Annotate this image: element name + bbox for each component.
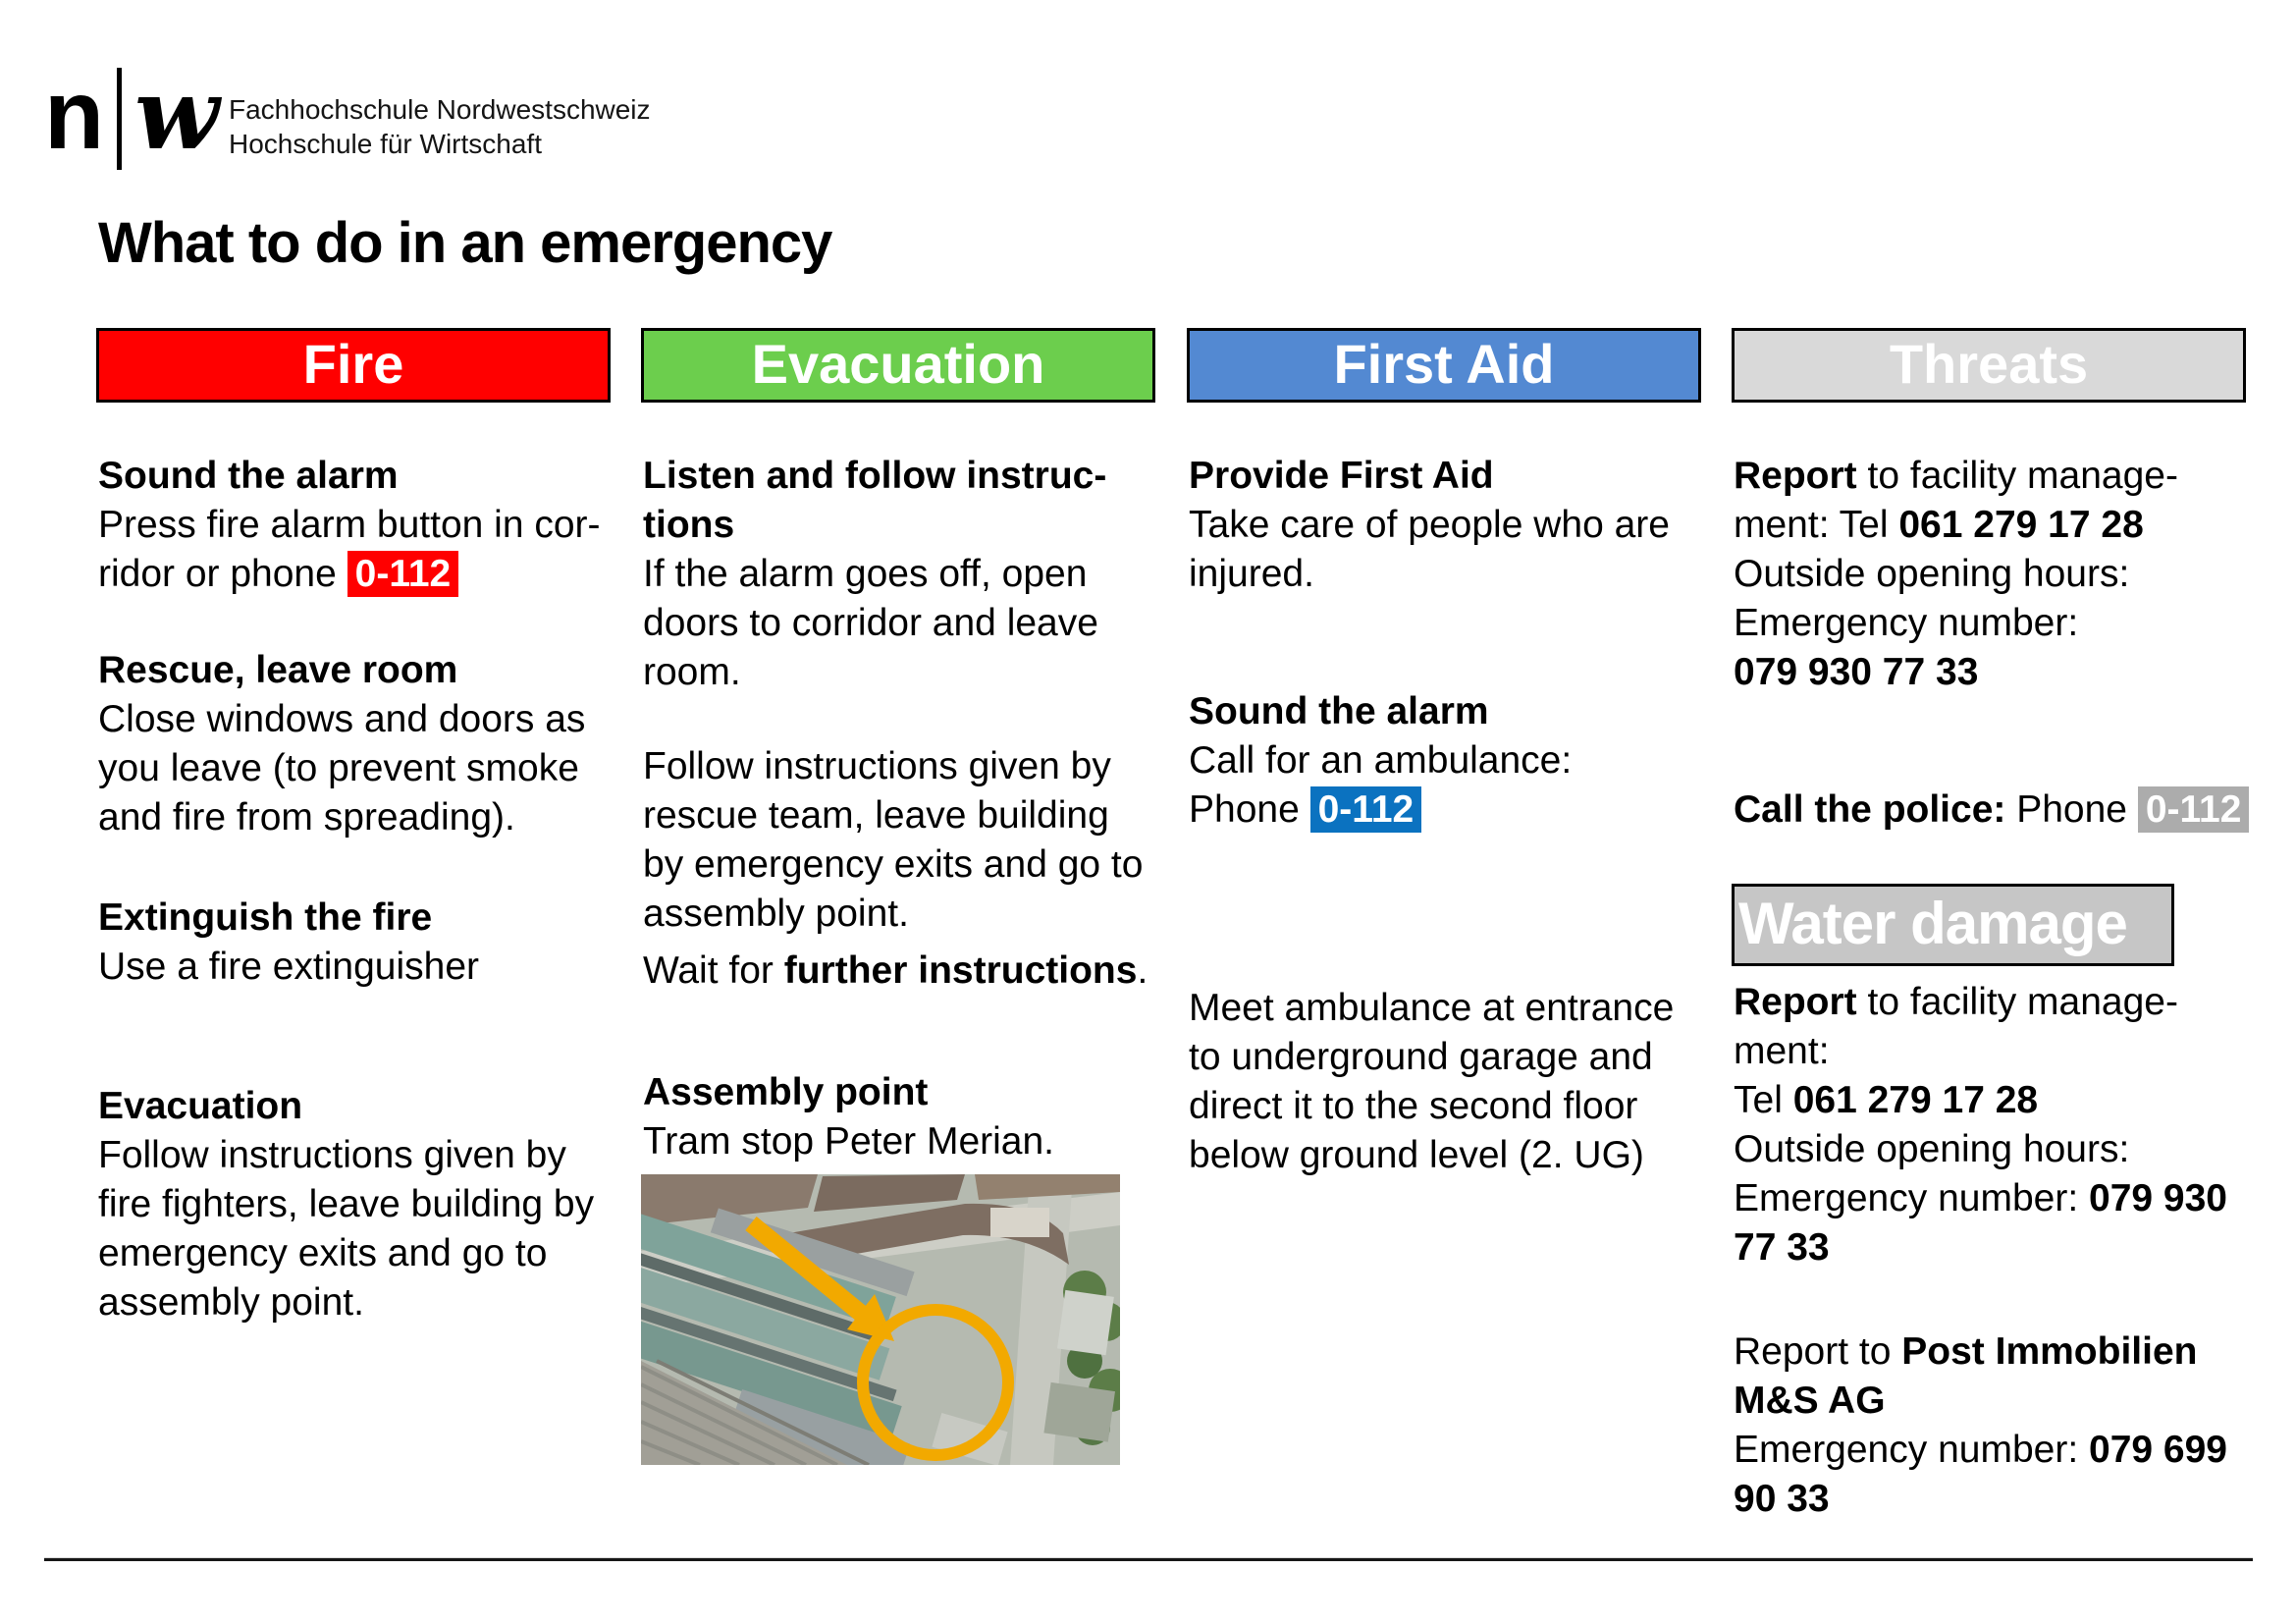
- text-line: [1734, 599, 2178, 648]
- fire-text-block: [98, 893, 479, 992]
- logo-org-line1: Fachhochschule Nordwestschweiz: [229, 94, 651, 125]
- text-segment: doors to corridor and leave: [643, 602, 1098, 644]
- text-line: [98, 646, 585, 695]
- text-segment: 77 33: [1734, 1226, 1830, 1269]
- text-line: [1734, 785, 2249, 835]
- text-segment: Emergency number:: [1734, 1429, 2089, 1471]
- column-threats: [1732, 0, 2246, 1624]
- text-line: [1734, 978, 2227, 1027]
- threats-text-block: [1734, 785, 2249, 835]
- text-line: [1734, 501, 2178, 550]
- text-segment: injured.: [1189, 553, 1314, 595]
- text-segment: Follow instructions given by: [98, 1134, 566, 1176]
- text-segment: Close windows and doors as: [98, 698, 586, 740]
- text-segment: Meet ambulance at entrance: [1189, 987, 1675, 1029]
- text-line: [643, 452, 1106, 501]
- text-line: [98, 1131, 594, 1180]
- text-segment: room.: [643, 651, 741, 693]
- text-segment: to facility manage-: [1856, 455, 2178, 497]
- text-line: [1734, 452, 2178, 501]
- text-segment: ridor or phone: [98, 553, 347, 595]
- text-segment: Call the police:: [1734, 788, 2006, 831]
- text-line: [98, 1278, 594, 1327]
- text-segment: Tel: [1734, 1079, 1793, 1121]
- evacuation-header: Evacuation: [641, 328, 1155, 403]
- text-line: [98, 1180, 594, 1229]
- text-line: [1734, 1426, 2227, 1475]
- assembly-point-photo: [641, 1174, 1120, 1465]
- text-segment: Tram stop Peter Merian.: [643, 1120, 1055, 1163]
- text-line: [98, 744, 585, 793]
- logo-org-line2: Hochschule für Wirtschaft: [229, 129, 542, 159]
- text-line: [1734, 1223, 2227, 1272]
- text-line: [643, 791, 1143, 840]
- text-line: [1189, 501, 1670, 550]
- text-segment: below ground level (2. UG): [1189, 1134, 1644, 1176]
- text-segment: tions: [643, 504, 735, 546]
- text-line: [98, 550, 601, 599]
- text-line: [643, 742, 1143, 791]
- text-segment: Wait for: [643, 949, 784, 992]
- text-segment: 079 930: [2089, 1177, 2227, 1219]
- text-line: [1734, 648, 2178, 697]
- text-line: [1734, 1076, 2227, 1125]
- text-segment: fire fighters, leave building by: [98, 1183, 595, 1225]
- text-line: [1734, 550, 2178, 599]
- text-line: [643, 840, 1143, 890]
- text-segment: Post Immobilien: [1901, 1330, 2198, 1373]
- text-line: [643, 550, 1106, 599]
- text-segment: Outside opening hours:: [1734, 553, 2130, 595]
- text-segment: Provide First Aid: [1189, 455, 1494, 497]
- evacuation-text-block: [643, 452, 1106, 697]
- text-segment: Report: [1734, 455, 1857, 497]
- text-line: [1189, 1082, 1674, 1131]
- text-line: [98, 893, 479, 943]
- text-segment: If the alarm goes off, open: [643, 553, 1088, 595]
- text-line: [1734, 1327, 2227, 1377]
- text-line: [1189, 687, 1572, 736]
- text-segment: Outside opening hours:: [1734, 1128, 2130, 1170]
- threats-text-block: [1734, 452, 2178, 697]
- fire-text-block: [98, 452, 601, 599]
- first-aid-text-block: [1189, 452, 1670, 599]
- text-segment: Emergency number:: [1734, 1177, 2089, 1219]
- text-line: [1189, 452, 1670, 501]
- text-line: [1734, 1125, 2227, 1174]
- text-line: [1734, 1377, 2227, 1426]
- text-segment: Sound the alarm: [1189, 690, 1489, 732]
- text-segment: assembly point.: [643, 893, 909, 935]
- text-segment: Call for an ambulance:: [1189, 739, 1573, 782]
- text-line: [643, 599, 1106, 648]
- text-segment: Phone: [1189, 788, 1310, 831]
- phone-number-highlight: 0-112: [347, 551, 459, 597]
- text-segment: Phone: [2005, 788, 2138, 831]
- text-segment: 061 279 17 28: [1898, 504, 2144, 546]
- text-segment: Use a fire extinguisher: [98, 946, 480, 988]
- text-segment: ment:: [1734, 1030, 1830, 1072]
- text-segment: to underground garage and: [1189, 1036, 1653, 1078]
- text-line: [1734, 1174, 2227, 1223]
- column-first-aid: [1187, 0, 1701, 1624]
- text-line: [1189, 736, 1572, 785]
- text-segment: Report: [1734, 981, 1857, 1023]
- text-segment: and fire from spreading).: [98, 796, 515, 839]
- text-line: [98, 1229, 594, 1278]
- text-segment: Take care of people who are: [1189, 504, 1670, 546]
- text-line: [1189, 1131, 1674, 1180]
- threats-header: Threats: [1732, 328, 2246, 403]
- text-segment: Evacuation: [98, 1085, 303, 1127]
- text-segment: to facility manage-: [1856, 981, 2178, 1023]
- text-segment: you leave (to prevent smoke: [98, 747, 579, 789]
- evacuation-text-block: [643, 1068, 1054, 1166]
- text-line: [643, 1117, 1054, 1166]
- phone-number-highlight: 0-112: [1310, 786, 1422, 833]
- fire-text-block: [98, 646, 585, 842]
- text-line: [98, 793, 585, 842]
- text-segment: ment: Tel: [1734, 504, 1899, 546]
- page-title: What to do in an emergency: [98, 211, 832, 275]
- text-segment: direct it to the second floor: [1189, 1085, 1638, 1127]
- text-segment: by emergency exits and go to: [643, 843, 1144, 886]
- logo-letter-n: n: [44, 60, 105, 170]
- text-segment: Extinguish the fire: [98, 896, 433, 939]
- first-aid-header: First Aid: [1187, 328, 1701, 403]
- text-line: [1189, 1033, 1674, 1082]
- text-segment: Sound the alarm: [98, 455, 399, 497]
- text-segment: Report to: [1734, 1330, 1902, 1373]
- text-segment: further instructions: [783, 949, 1138, 992]
- text-line: [1189, 785, 1572, 835]
- text-segment: 061 279 17 28: [1792, 1079, 2039, 1121]
- column-fire: [96, 0, 611, 1624]
- logo-letter-w: w: [134, 56, 220, 172]
- text-line: [643, 501, 1106, 550]
- text-line: [643, 648, 1106, 697]
- text-segment: Rescue, leave room: [98, 649, 458, 691]
- text-line: [1734, 1475, 2227, 1524]
- first-aid-text-block: [1189, 687, 1572, 835]
- first-aid-text-block: [1189, 984, 1674, 1180]
- text-line: [98, 695, 585, 744]
- footer-divider: [44, 1557, 2253, 1561]
- text-segment: assembly point.: [98, 1281, 364, 1324]
- fire-header: Fire: [96, 328, 611, 403]
- text-segment: Listen and follow instruc-: [643, 455, 1107, 497]
- evacuation-text-block: [643, 742, 1143, 939]
- text-line: [98, 501, 601, 550]
- threats-text-block: [1734, 1327, 2227, 1524]
- text-segment: rescue team, leave building: [643, 794, 1109, 837]
- text-line: [98, 452, 601, 501]
- evacuation-text-block: [643, 947, 1148, 996]
- water-damage-header: Water damage: [1732, 884, 2174, 966]
- text-line: [643, 1068, 1054, 1117]
- text-segment: Follow instructions given by: [643, 745, 1111, 787]
- text-line: [1189, 984, 1674, 1033]
- text-segment: emergency exits and go to: [98, 1232, 548, 1274]
- text-segment: 079 930 77 33: [1734, 651, 1979, 693]
- text-line: [1734, 1027, 2227, 1076]
- text-segment: Assembly point: [643, 1071, 929, 1113]
- phone-number-highlight: 0-112: [2138, 786, 2250, 833]
- text-line: [98, 943, 479, 992]
- text-line: [643, 947, 1148, 996]
- text-segment: .: [1137, 949, 1148, 992]
- text-segment: M&S AG: [1734, 1380, 1886, 1422]
- text-segment: Emergency number:: [1734, 602, 2079, 644]
- text-segment: Press fire alarm button in cor-: [98, 504, 601, 546]
- text-line: [1189, 550, 1670, 599]
- text-line: [643, 890, 1143, 939]
- fire-text-block: [98, 1082, 594, 1327]
- text-line: [98, 1082, 594, 1131]
- threats-text-block: [1734, 978, 2227, 1272]
- text-segment: 079 699: [2089, 1429, 2227, 1471]
- column-evacuation: [641, 0, 1155, 1624]
- text-segment: 90 33: [1734, 1478, 1830, 1520]
